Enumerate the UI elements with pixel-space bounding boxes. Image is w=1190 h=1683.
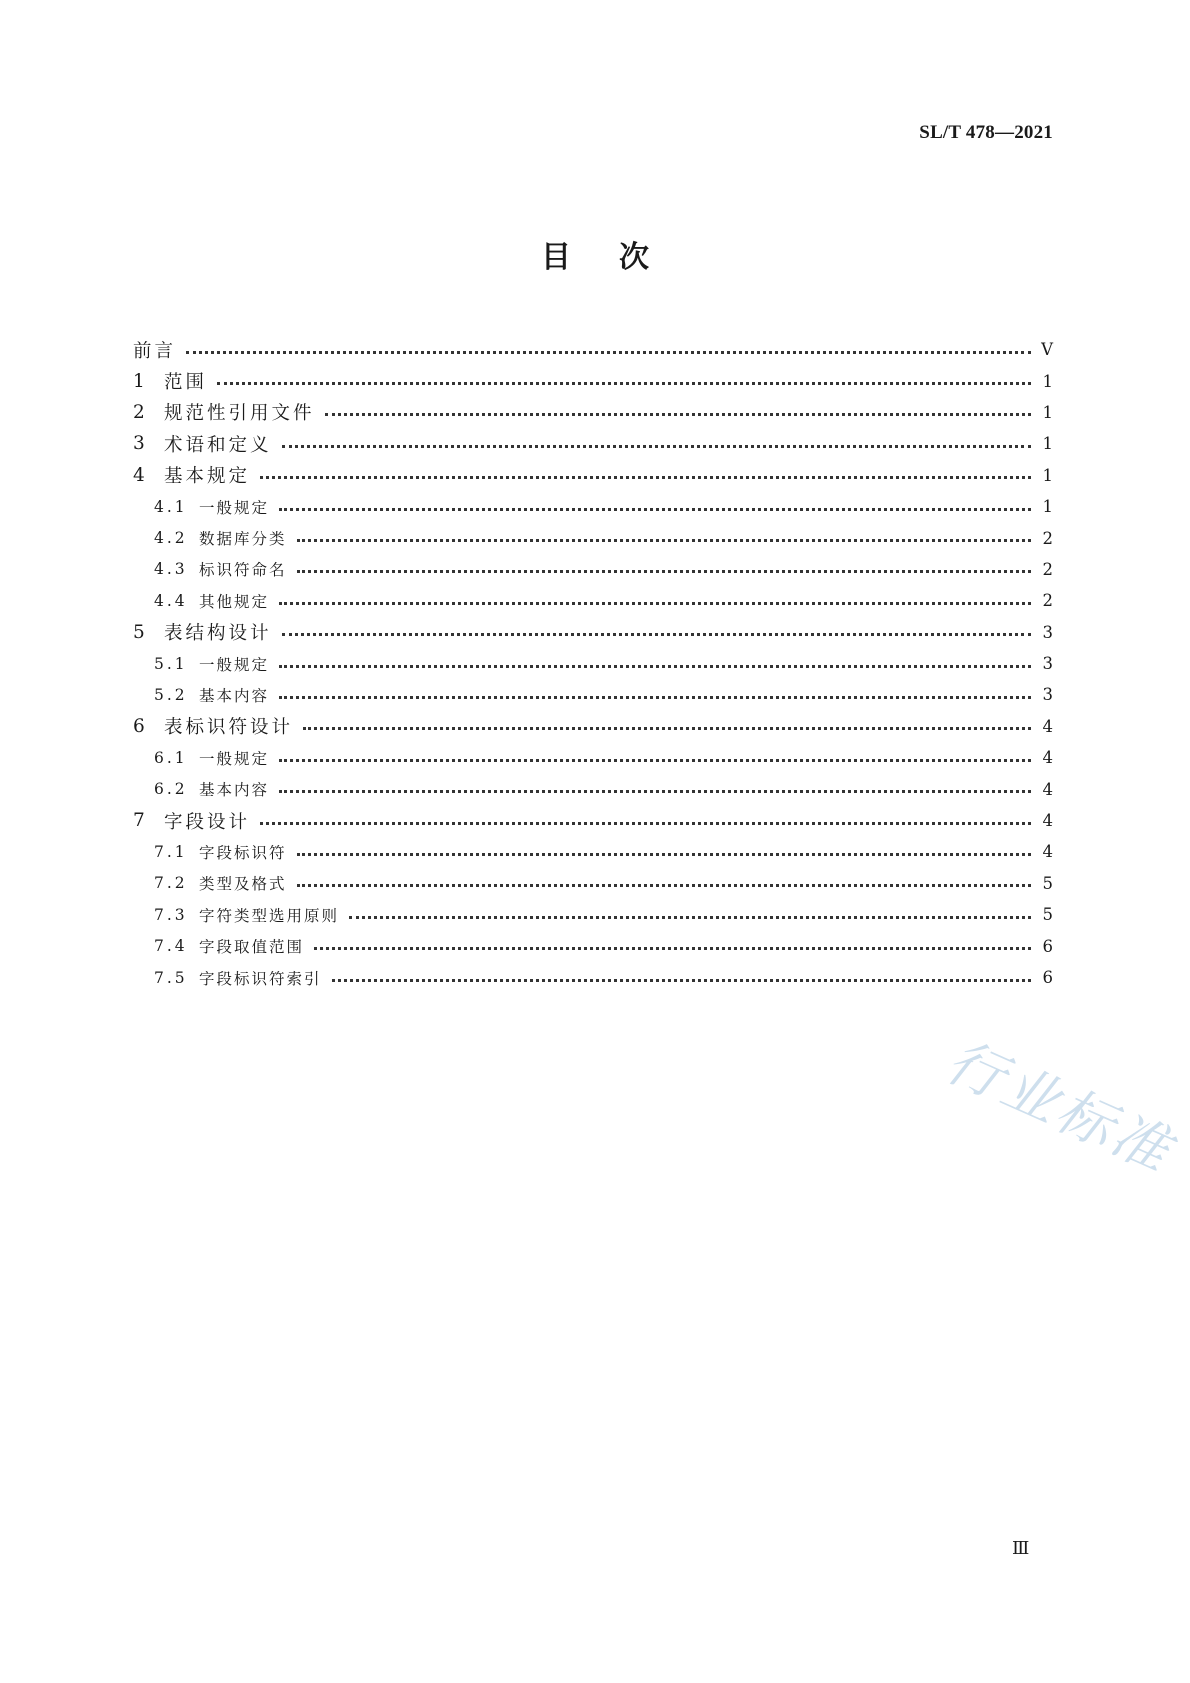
toc-dot-leader: [279, 601, 1031, 605]
toc-entry-page: 4: [1042, 748, 1053, 768]
toc-entry-number: 1: [133, 370, 145, 392]
toc-entry-number: 4.2: [154, 529, 188, 548]
toc-dot-leader: [297, 569, 1031, 573]
toc-dot-leader: [186, 350, 1031, 354]
toc-entry-title: 字符类型选用原则: [199, 906, 340, 925]
toc-entry-number: 5.1: [154, 654, 188, 673]
toc-entry-number: 4.3: [154, 560, 188, 579]
toc-entry-title: 数据库分类: [199, 530, 287, 549]
toc-entry[interactable]: [133, 648, 1053, 679]
toc-entry-number: 5.2: [154, 685, 188, 704]
toc-dot-leader: [325, 412, 1031, 416]
toc-entry[interactable]: [133, 365, 1053, 396]
toc-entry[interactable]: [133, 428, 1053, 459]
toc-entry[interactable]: [133, 679, 1053, 710]
toc-entry-title: 基本规定: [164, 466, 251, 488]
toc-entry-title: 字段取值范围: [199, 938, 305, 957]
toc-entry-title: 字段标识符索引: [199, 969, 322, 988]
toc-entry[interactable]: [133, 711, 1053, 742]
toc-entry-title: 表标识符设计: [164, 717, 294, 739]
toc-entry-page: 2: [1042, 591, 1053, 611]
toc-dot-leader: [260, 475, 1031, 479]
toc-entry-page: 1: [1042, 465, 1053, 485]
toc-entry-page: 1: [1042, 402, 1053, 422]
toc-entry-title: 范围: [164, 372, 208, 394]
toc-entry-page: 3: [1042, 685, 1053, 705]
toc-entry[interactable]: [133, 585, 1053, 616]
toc-entry-page: 6: [1042, 936, 1053, 956]
toc-dot-leader: [279, 695, 1031, 699]
toc-entry[interactable]: [133, 334, 1053, 365]
toc-entry[interactable]: [133, 617, 1053, 648]
toc-entry[interactable]: [133, 930, 1053, 961]
toc-dot-leader: [279, 758, 1031, 762]
toc-entry-title: 术语和定义: [164, 434, 272, 456]
toc-entry-title: 一般规定: [199, 655, 270, 674]
toc-entry-page: 6: [1042, 968, 1053, 987]
toc-entry-title: 规范性引用文件: [164, 403, 315, 425]
toc-dot-leader: [297, 538, 1031, 542]
toc-dot-leader: [217, 381, 1031, 385]
toc-entry-title: 基本内容: [199, 686, 270, 705]
toc-dot-leader: [303, 726, 1031, 730]
toc-entry-number: 7: [133, 810, 145, 832]
toc-entry-number: 7.2: [154, 874, 188, 893]
toc-entry-page: 5: [1042, 905, 1053, 925]
toc-dot-leader: [282, 444, 1031, 448]
toc-entry-number: 6.1: [154, 748, 188, 767]
toc-entry-page: 3: [1042, 622, 1053, 642]
toc-entry-page: 4: [1042, 716, 1053, 736]
toc-entry-number: 7.3: [154, 905, 188, 924]
toc-entry-number: 7.1: [154, 842, 188, 861]
toc-entry[interactable]: [133, 899, 1053, 930]
toc-entry-page: 2: [1042, 559, 1053, 579]
toc-entry-title: 一般规定: [199, 498, 270, 517]
toc-entry-title: 基本内容: [199, 781, 270, 800]
toc-entry-page: 4: [1042, 842, 1053, 862]
toc-entry-page: 1: [1042, 434, 1053, 454]
toc-entry-number: 4.1: [154, 497, 188, 516]
toc-entry-title: 类型及格式: [199, 875, 287, 894]
toc-entry-title: 字段标识符: [199, 843, 287, 862]
toc-entry[interactable]: [133, 460, 1053, 491]
toc-dot-leader: [349, 915, 1031, 919]
toc-entry[interactable]: [133, 868, 1053, 899]
toc-dot-leader: [297, 883, 1031, 887]
document-code: SL/T 478—2021: [919, 122, 1053, 143]
toc-entry-page: Ⅴ: [1041, 340, 1053, 360]
toc-entry-number: 7.4: [154, 937, 188, 956]
toc-entry[interactable]: [133, 836, 1053, 867]
toc-entry-title: 前言: [133, 340, 177, 362]
toc-entry[interactable]: [133, 491, 1053, 522]
toc-entry-title: 表结构设计: [164, 623, 272, 645]
toc-dot-leader: [332, 978, 1031, 982]
toc-entry-number: 4.4: [154, 591, 188, 610]
toc-entry[interactable]: [133, 554, 1053, 585]
toc-entry-page: 3: [1042, 654, 1053, 674]
toc-entry[interactable]: [133, 773, 1053, 804]
toc-entry-number: 6: [133, 715, 145, 737]
toc-entry-title: 其他规定: [199, 592, 270, 611]
toc-entry-number: 3: [133, 433, 145, 455]
toc-entry-number: 5: [133, 621, 145, 643]
toc-entry-page: 4: [1042, 779, 1053, 799]
toc-entry-page: 2: [1042, 528, 1053, 548]
toc-entry[interactable]: [133, 962, 1053, 993]
toc-entry-number: 7.5: [154, 968, 188, 987]
toc-entry[interactable]: [133, 742, 1053, 773]
toc-dot-leader: [279, 789, 1031, 793]
toc-entry-page: 1: [1042, 371, 1053, 391]
watermark: 行业标准: [936, 1028, 1183, 1186]
toc-entry[interactable]: [133, 522, 1053, 553]
toc-entry-title: 字段设计: [164, 811, 251, 833]
toc-dot-leader: [314, 946, 1031, 950]
toc-dot-leader: [260, 821, 1031, 825]
toc-entry-title: 标识符命名: [199, 561, 287, 580]
toc-dot-leader: [279, 664, 1031, 668]
toc-dot-leader: [279, 507, 1031, 511]
toc-entry[interactable]: [133, 397, 1053, 428]
page-title: 目次: [541, 240, 697, 275]
table-of-contents: [133, 334, 1053, 993]
toc-dot-leader: [282, 632, 1031, 636]
toc-entry-number: 4: [133, 464, 145, 486]
page-number: Ⅲ: [1012, 1538, 1030, 1558]
toc-dot-leader: [297, 852, 1031, 856]
toc-entry-page: 4: [1042, 811, 1053, 831]
toc-entry-number: 6.2: [154, 780, 188, 799]
toc-entry-page: 1: [1042, 497, 1053, 517]
toc-entry-title: 一般规定: [199, 749, 270, 768]
toc-entry-page: 5: [1042, 873, 1053, 893]
toc-entry[interactable]: [133, 805, 1053, 836]
toc-entry-number: 2: [133, 401, 145, 423]
